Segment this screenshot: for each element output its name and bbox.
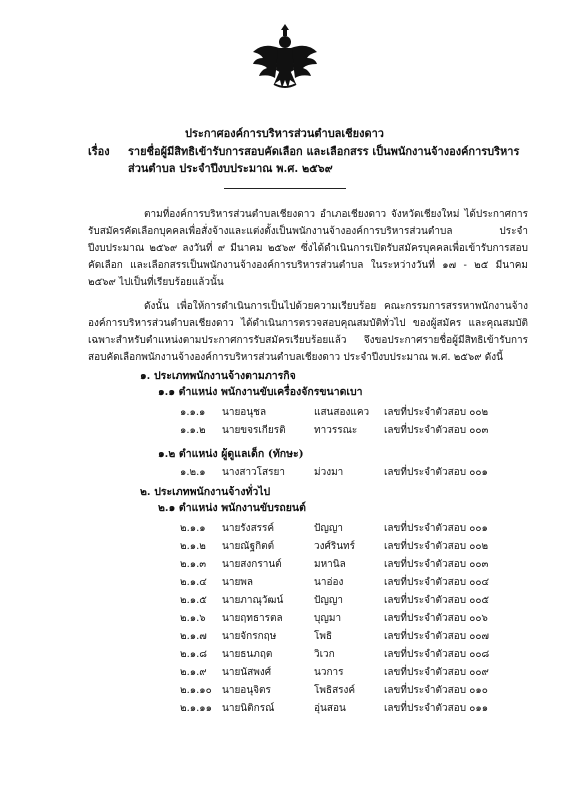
table-row: ๒.๑.๒ นายณัฐกิตต์ วงศ์รินทร์ เลขที่ประจำตัวสอบ ๐๐๒ (180, 541, 489, 552)
paragraph-1: ตามที่องค์การบริหารส่วนตำบลเชียงดาว อำเภอเชียงดาว จังหวัดเชียงใหม่ ได้ประกาศการรับสมัครคัดเลือกบุคคลเพื่อสั่งจ้างและแต่งตั้งเป็นพนักงานจ้างองค์การบริหารส่วนตำบล ประจำปีงบประมาณ ๒๕๖๙ ลงวันที่ ๙ มีนาคม ๒๕๖๙ ซึ่งได้ดำเนินการเปิดรับสมัครบุคคลเพื่อเข้ารับการสอบคัดเลือก และเลือกสรรเป็นพนักงานจ้างองค์การบริหารส่วนตำบล ในระหว่างวันที่ ๑๗ - ๒๕ มีนาคม ๒๕๖๙ ไปเป็นที่เรียบร้อยแล้วนั้น (88, 209, 528, 288)
garuda-emblem-icon (250, 18, 320, 98)
position-1-2: ๑.๒ ตำแหน่ง ผู้ดูแลเด็ก (ทักษะ) (158, 448, 304, 460)
table-row: ๒.๑.๗ นายจักรกฤษ โพธิ เลขที่ประจำตัวสอบ ๐๐๗ (180, 631, 490, 642)
table-row: ๒.๑.๔ นายพล นาอ่อง เลขที่ประจำตัวสอบ ๐๐๔ (180, 577, 490, 588)
position-1-1: ๑.๑ ตำแหน่ง พนักงานขับเครื่องจักรขนาดเบา (158, 386, 363, 398)
position-2-1: ๒.๑ ตำแหน่ง พนักงานขับรถยนต์ (158, 502, 306, 514)
table-row: ๒.๑.๘ นายธนภฤต วิเวก เลขที่ประจำตัวสอบ ๐๐๘ (180, 649, 490, 660)
table-row: ๒.๑.๕ นายภาณุวัฒน์ ปัญญา เลขที่ประจำตัวสอบ ๐๐๕ (180, 595, 490, 606)
table-row: ๑.๑.๒ นายขจรเกียรติ ทาวรรณะ เลขที่ประจำตัวสอบ ๐๐๓ (180, 425, 489, 436)
divider-line (224, 188, 346, 189)
table-row: ๒.๑.๙ นายนัสพงศ์ นวการ เลขที่ประจำตัวสอบ ๐๐๙ (180, 667, 489, 678)
table-row: ๒.๑.๑๐ นายอนุจิตร โพธิสรงค์ เลขที่ประจำตัวสอบ ๐๑๐ (180, 685, 488, 696)
table-row: ๒.๑.๑ นายรังสรรค์ ปัญญา เลขที่ประจำตัวสอบ ๐๐๑ (180, 523, 488, 534)
section-type-2: ๒. ประเภทพนักงานจ้างทั่วไป (140, 486, 271, 498)
table-row: ๑.๑.๑ นายอนุชล แสนสองแคว เลขที่ประจำตัวสอบ ๐๐๒ (180, 407, 489, 418)
paragraph-2: ดังนั้น เพื่อให้การดำเนินการเป็นไปด้วยความเรียบร้อย คณะกรรมการสรรหาพนักงานจ้างองค์การบริหารส่วนตำบลเชียงดาว ได้ดำเนินการตรวจสอบคุณสมบัติทั่วไป ของผู้สมัคร และคุณสมบัติเฉพาะสำหรับตำแหน่งตามประกาศการรับสมัครเรียบร้อยแล้ว จึงขอประกาศรายชื่อผู้มีสิทธิเข้ารับการสอบคัดเลือกพนักงานจ้างองค์การบริหารส่วนตำบลเชียงดาว ประจำปีงบประมาณ พ.ศ. ๒๕๖๙ ดังนี้ (88, 301, 528, 363)
table-row: ๒.๑.๖ นายฤทธารตล บุญมา เลขที่ประจำตัวสอบ ๐๐๖ (180, 613, 488, 624)
table-row: ๒.๑.๓ นายสงกรานต์ มหานิล เลขที่ประจำตัวสอบ ๐๐๓ (180, 559, 489, 570)
section-type-1: ๑. ประเภทพนักงานจ้างตามภารกิจ (140, 370, 296, 382)
subject-text: รายชื่อผู้มีสิทธิเข้ารับการสอบคัดเลือก และเลือกสรร เป็นพนักงานจ้างองค์การบริหารส่วนตำบล ประจำปีงบประมาณ พ.ศ. ๒๕๖๙ (128, 145, 520, 175)
subject-label: เรื่อง (88, 145, 110, 158)
table-row: ๑.๒.๑ นางสาวโสรยา ม่วงมา เลขที่ประจำตัวสอบ ๐๐๑ (180, 467, 488, 478)
table-row: ๒.๑.๑๑ นายนิติกรณ์ อุ่นสอน เลขที่ประจำตัวสอบ ๐๑๑ (180, 703, 489, 714)
announcement-title: ประกาศองค์การบริหารส่วนตำบลเชียงดาว (185, 127, 384, 140)
